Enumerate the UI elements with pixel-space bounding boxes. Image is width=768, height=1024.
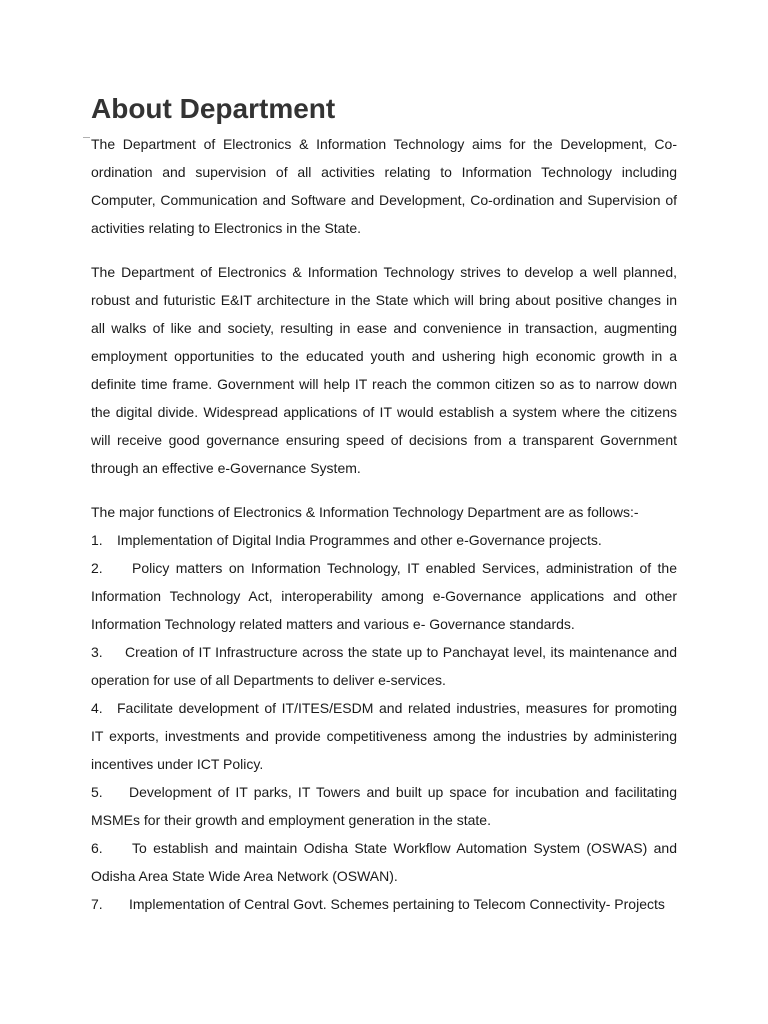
page-title: About Department <box>91 93 336 124</box>
list-text: Implementation of Digital India Programmes and other e-Governance projects. <box>117 532 602 548</box>
intro-paragraph: The Department of Electronics & Information Technology aims for the Development, Co-ordination and supervision of all activities relating to Information Technology including Computer, Communication and Software and Development, Co-ordination and Supervision of activities relating to Electronics in the State. <box>91 136 677 236</box>
document-body <box>91 92 677 918</box>
functions-list <box>91 526 677 918</box>
vision-paragraph: The Department of Electronics & Information Technology strives to develop a well planned, robust and futuristic E&IT architecture in the State which will bring about positive changes in all walks of like and society, resulting in ease and convenience in transaction, augmenting employment opportunities to the educated youth and ushering high economic growth in a definite time frame. Government will help IT reach the common citizen so as to narrow down the digital divide. Widespread applications of IT would establish a system where the citizens will receive good governance ensuring speed of decisions from a transparent Government through an effective e-Governance System. <box>91 264 677 476</box>
list-number: 1. <box>91 532 103 548</box>
functions-intro: The major functions of Electronics & Information Technology Department are as follows:- <box>91 504 639 520</box>
list-item <box>91 526 677 554</box>
list-text: Implementation of Central Govt. Schemes pertaining to Telecom Connectivity- Projects <box>129 896 665 912</box>
list-item <box>91 834 677 890</box>
list-item <box>91 694 677 778</box>
list-number: 2. <box>91 560 103 576</box>
margin-mark <box>83 137 90 138</box>
list-number: 4. <box>91 700 103 716</box>
list-item <box>91 554 677 638</box>
list-number: 6. <box>91 840 103 856</box>
list-text: To establish and maintain Odisha State Workflow Automation System (OSWAS) and Odisha Area State Wide Area Network (OSWAN). <box>91 840 677 884</box>
list-number: 7. <box>91 896 103 912</box>
list-item <box>91 890 677 918</box>
list-text: Policy matters on Information Technology, IT enabled Services, administration of the Information Technology Act, interoperability among e-Governance applications and other Information Technology related matters and various e- Governance standards. <box>91 560 677 632</box>
list-item <box>91 778 677 834</box>
list-number: 3. <box>91 644 103 660</box>
list-text: Facilitate development of IT/ITES/ESDM and related industries, measures for promoting IT exports, investments and provide competitiveness among the industries by administering incentives under ICT Policy. <box>91 700 677 772</box>
list-text: Creation of IT Infrastructure across the state up to Panchayat level, its maintenance and operation for use of all Departments to deliver e-services. <box>91 644 677 688</box>
list-text: Development of IT parks, IT Towers and built up space for incubation and facilitating MSMEs for their growth and employment generation in the state. <box>91 784 677 828</box>
list-item <box>91 638 677 694</box>
list-number: 5. <box>91 784 103 800</box>
